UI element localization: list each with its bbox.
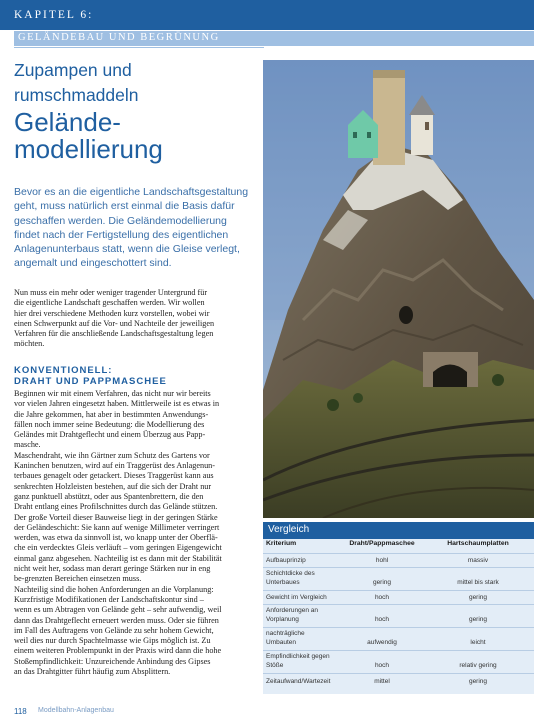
body-line: an das Drahtgitter führt häufig zum Absplittern.	[14, 667, 171, 677]
comparison-table	[263, 522, 534, 694]
body-paragraph-1	[14, 288, 259, 350]
row-criterion: nachträgliche	[266, 630, 305, 637]
body-line: Geländes mit Drahtgeflecht und einem Überzug aus Papp-	[14, 430, 206, 440]
body-line: einmal ganz abgesehen. Nachteilig ist es dann mit der Stabilität	[14, 553, 222, 563]
intro-line: geschaffen werden. Die Geländemodellierung	[14, 214, 227, 227]
header-hartschaum: Hartschaumplatten	[447, 540, 509, 547]
row-value-draht: mittel	[374, 678, 390, 685]
intro-line: Anlagenunterbaus statt, wenn die Gleise verlegt,	[14, 243, 240, 256]
header-kriterium: Kriterium	[266, 540, 297, 547]
body-line: weil dies nur durch Spachtelmasse wie Gips möglich ist. Zu	[14, 636, 211, 646]
table-row	[263, 553, 534, 566]
body-line: be-grenzten Bereichen einsetzen muss.	[14, 574, 142, 584]
body-line: wenn es um Abtragen von Gelände geht – sehr aufwendig, weil	[14, 605, 222, 615]
body-line: einen Schwerpunkt auf die Vor- und Nachteile der jeweiligen	[14, 318, 215, 328]
body-line: die eigentliche Landschaft geschaffen werden. Wir wollen	[14, 298, 205, 308]
row-value-draht: hoch	[374, 594, 390, 601]
row-criterion-cont: Umbauten	[266, 639, 296, 646]
chapter-bar	[0, 0, 534, 30]
row-criterion: Aufbauprinzip	[266, 557, 306, 564]
row-criterion: Schichtdicke des	[266, 570, 315, 577]
body-line: terbaues genagelt oder getackert. Dieses Traggerüst kann aus	[14, 471, 214, 481]
row-criterion: Anforderungen an	[266, 607, 319, 614]
intro-line: geht, muss natürlich erst einmal die Basis dafür	[14, 200, 235, 213]
body-line: Beginnen wir mit einem Verfahren, das nicht nur wir bereits	[14, 389, 211, 398]
divider	[14, 47, 264, 48]
body-line: che ein verdecktes Gleis verläuft – vom geringen Eigengewicht	[14, 543, 222, 553]
body-line: hier drei verschiedene Methoden kurz vorstellen, wobei wir	[14, 308, 210, 318]
body-paragraph-2	[14, 389, 259, 677]
row-criterion-cont: Unterbaues	[266, 579, 300, 586]
row-criterion: Zeitaufwand/Wartezeit	[266, 678, 331, 685]
table-row	[263, 673, 534, 688]
table-row	[263, 567, 534, 589]
body-line: dann das Drahtgeflecht erneuert werden muss. Oder sie führen	[14, 615, 219, 625]
body-line: fällen noch immer seine Bedeutung: die Modellierung des	[14, 419, 205, 429]
body-line: die Jahre gekommen, hat aber in bestimmten Anwendungs-	[14, 409, 209, 419]
body-line: Stoßempfindlichkeit: Unzureichende Anbindung des Gipses	[14, 656, 211, 666]
row-value-draht: hoch	[374, 616, 390, 623]
body-line: nicht weit her, sodass man derart geringe Stärken nur in eng	[14, 564, 211, 574]
row-value-draht: hohl	[375, 557, 389, 564]
body-line: im Fall des Auftragens von Gelände zu sehr hohem Gewicht,	[14, 625, 214, 635]
row-value-draht: gering	[372, 579, 392, 586]
table-row	[263, 627, 534, 649]
section-heading-line-1: KONVENTIONELL:	[14, 365, 113, 376]
row-value-hartschaum: gering	[468, 594, 488, 601]
chapter-label: KAPITEL 6:	[14, 9, 94, 21]
body-line: ganz punktuell abstützt, oder aus Spantenbrettern, die den	[14, 491, 204, 501]
body-line: Kaninchen benutzen, wird auf ein Traggerüst des Anlagenun-	[14, 461, 215, 471]
body-line: Nachteilig sind die hohen Anforderungen an die Vorplanung:	[14, 584, 214, 594]
intro-paragraph	[14, 185, 259, 271]
body-line: möchten.	[14, 339, 45, 349]
row-value-hartschaum: relativ gering	[459, 662, 497, 669]
mountain-layout-illustration	[263, 60, 534, 518]
chapter-subtitle-bar	[14, 31, 534, 46]
table-row	[263, 590, 534, 603]
table-row	[263, 604, 534, 626]
table-header-row	[263, 540, 534, 551]
body-line: Draht entlang eines Profilschnittes durch das Gelände stützen.	[14, 502, 218, 512]
intro-line: angemalt und eingeschottert sind.	[14, 257, 172, 270]
body-line: Kurzfristige Modifikationen der Landschaftskontur sind –	[14, 594, 204, 604]
title-line-1: Zupampen und	[14, 60, 132, 80]
intro-line: Bevor es an die eigentliche Landschaftsgestaltung	[14, 186, 249, 198]
body-line: senkrechten Holzleisten bestehen, auf die sich der Draht nur	[14, 481, 212, 491]
row-criterion: Gewicht im Vergleich	[266, 594, 327, 601]
section-heading-line-2: DRAHT UND PAPPMASCHEE	[14, 376, 167, 387]
row-criterion-cont: Vorplanung	[266, 616, 299, 623]
body-line: masche.	[14, 440, 41, 450]
row-value-hartschaum: massiv	[467, 557, 489, 564]
table-row	[263, 650, 534, 672]
row-value-draht: hoch	[374, 662, 390, 669]
row-value-hartschaum: gering	[468, 616, 488, 623]
chapter-title: GELÄNDEBAU UND BEGRÜNUNG	[18, 32, 220, 43]
row-criterion-cont: Stöße	[266, 662, 284, 669]
row-value-draht: aufwendig	[367, 639, 397, 646]
row-value-hartschaum: leicht	[470, 639, 486, 646]
body-line: werden, was etwa da sinnvoll ist, wo knapp unter der Oberflä-	[14, 533, 218, 543]
body-line: Nun muss ein mehr oder weniger tragender Untergrund für	[14, 288, 208, 297]
body-line: der Geländeschicht: Sie kann auf wenige Millimeter verringert	[14, 522, 220, 532]
row-value-hartschaum: mittel bis stark	[457, 579, 499, 586]
table-title-bar	[263, 522, 534, 539]
intro-line: findet nach der Fertigstellung des eigentlichen	[14, 228, 229, 241]
row-value-hartschaum: gering	[468, 678, 488, 685]
body-line: Verfahren für die anschließende Landschaftsgestaltung legen	[14, 329, 214, 339]
book-title: Modellbahn-Anlagenbau	[38, 707, 114, 714]
body-line: einem weiteren Problempunkt in der Praxis wird dann die hohe	[14, 646, 222, 656]
body-line: vor vielen Jahren eingesetzt haben. Mittlerweile ist es etwas in	[14, 399, 220, 409]
title-line-3: Gelände-	[14, 107, 121, 137]
body-line: Der große Vorteil dieser Bauweise liegt in der geringen Stärke	[14, 512, 218, 522]
table-title: Vergleich	[268, 524, 310, 535]
title-line-2: rumschmaddeln	[14, 85, 139, 105]
row-criterion: Empfindlichkeit gegen	[266, 653, 330, 660]
body-line: Maschendraht, wie ihn Gärtner zum Schutz des Gartens vor	[14, 450, 210, 460]
title-line-4: modellierung	[14, 134, 163, 164]
model-railway-photo	[263, 60, 534, 518]
header-draht: Draht/Pappmaschee	[349, 540, 415, 547]
page-number: 118	[14, 707, 27, 716]
